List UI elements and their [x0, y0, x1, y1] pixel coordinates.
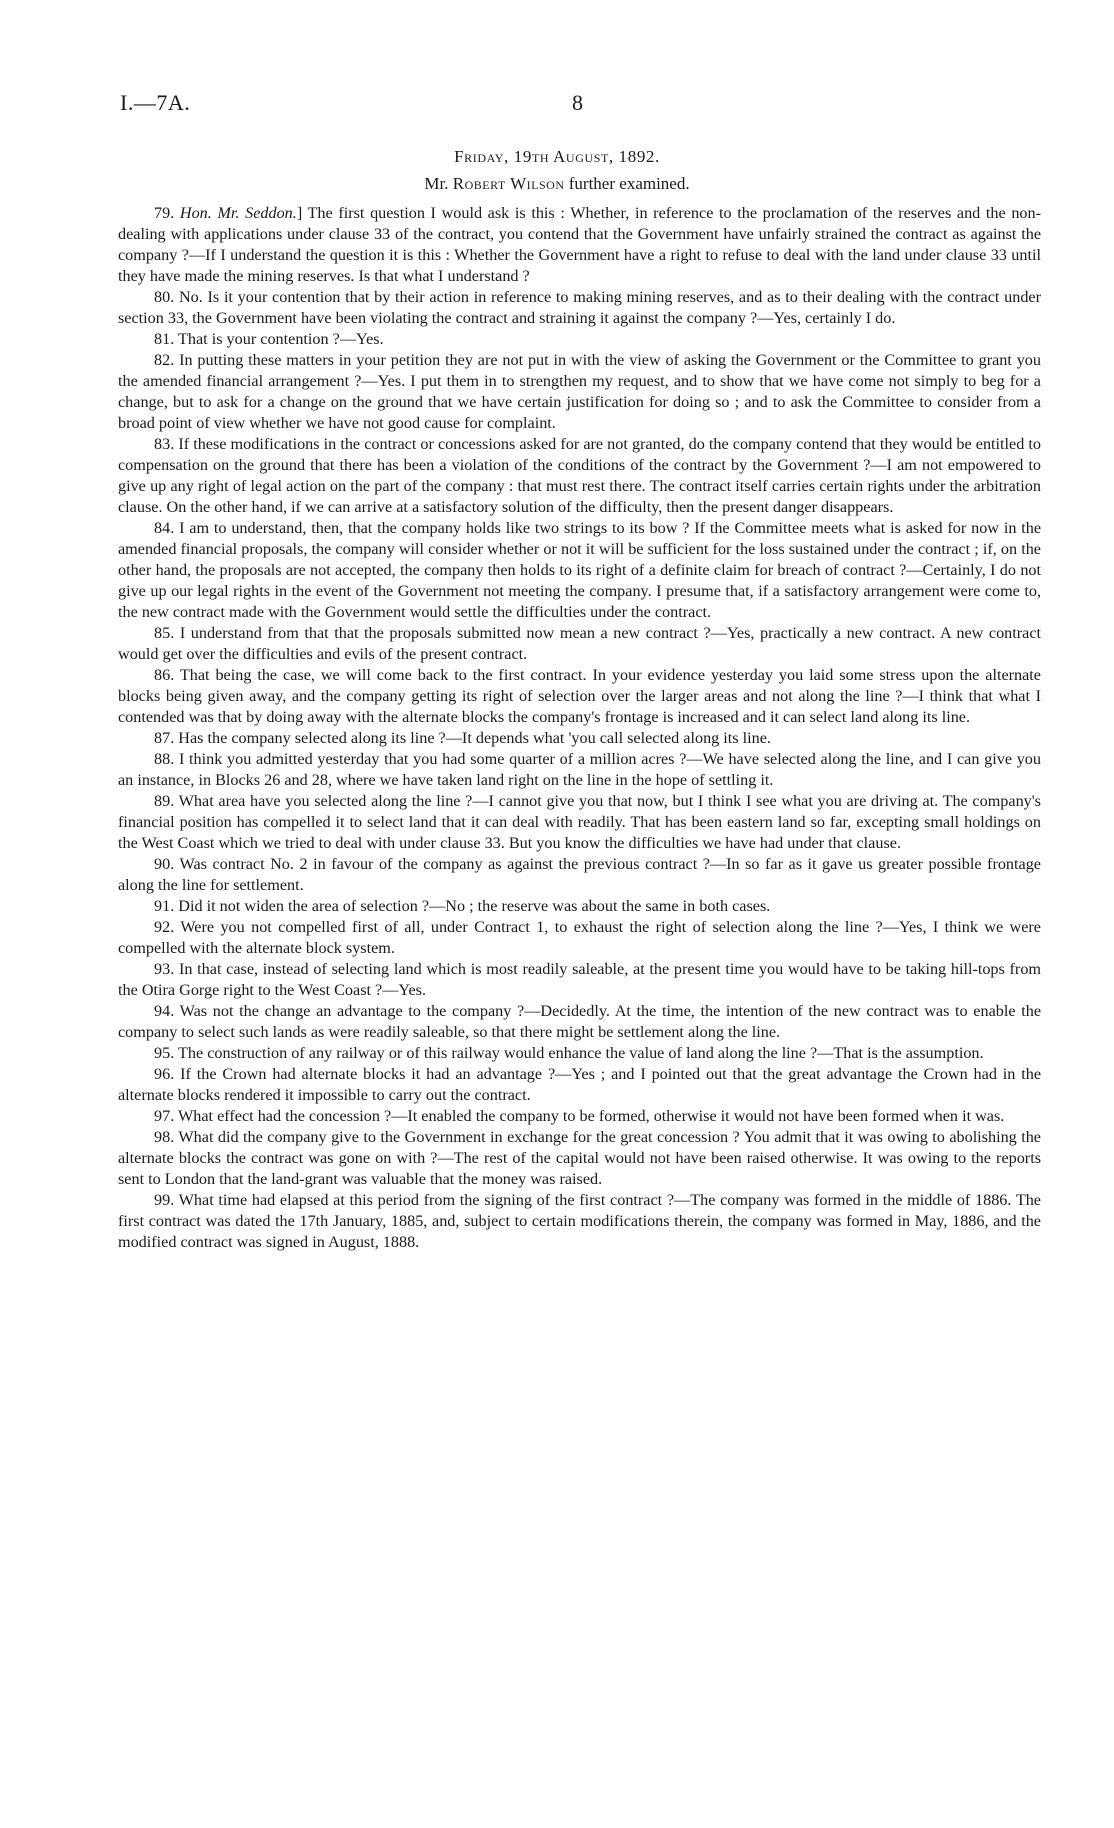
question-text: If these modifications in the contract or concessions asked for are not granted, do the company contend that they would be entitled to compensation on the ground that there has been a violation of the conditions of the contract by the Government ?—I am not empowered to give up any right of legal action on the part of the company : that must rest there. The contract itself carries certain rights under the arbitration clause. On the other hand, if we can arrive at a satisfactory solution of the difficulty, then the present danger disappears. — [118, 435, 1041, 516]
question-text: Has the company selected along its line ?—It depends what 'you call selected along its line. — [178, 729, 771, 747]
question-number: 98. — [154, 1128, 175, 1146]
question-number: 95. — [154, 1044, 175, 1062]
witness-prefix: Mr. — [424, 174, 453, 193]
witness-name: Robert Wilson — [452, 174, 565, 193]
question-text: In that case, instead of selecting land which is most readily saleable, at the present time you would have to be taking hill-tops from the Otira Gorge right to the West Coast ?—Yes. — [118, 960, 1042, 999]
question-number: 80. — [154, 288, 175, 306]
question-79 — [118, 203, 1041, 287]
question-text: What time had elapsed at this period from the signing of the first contract ?—The company was formed in the middle of 1886. The first contract was dated the 17th January, 1885, and, subject to certain modifications therein, the company was formed in May, 1886, and the modified contract was signed in August, 1888. — [118, 1191, 1041, 1251]
question-93 — [118, 959, 1041, 1001]
question-number: 83. — [154, 435, 175, 453]
question-text: Were you not compelled first of all, under Contract 1, to exhaust the right of selection along the line ?—Yes, I think we were compelled with the alternate block system. — [118, 918, 1041, 957]
question-text: That is your contention ?—Yes. — [178, 330, 384, 348]
question-81 — [118, 329, 1041, 350]
witness-suffix: further examined. — [564, 174, 690, 193]
page-header — [120, 90, 1040, 124]
question-number: 86. — [154, 666, 175, 684]
question-text: No. Is it your contention that by their action in reference to making mining reserves, and as to their dealing with the contract under section 33, the Government have been violating the contract and straining it against the company ?—Yes, certainly I do. — [118, 288, 1042, 327]
question-87 — [118, 728, 1041, 749]
question-number: 88. — [154, 750, 175, 768]
question-number: 91. — [154, 897, 175, 915]
question-92 — [118, 917, 1041, 959]
paper-reference: I.—7A. — [120, 90, 191, 115]
question-number: 92. — [154, 918, 175, 936]
question-86 — [118, 665, 1041, 728]
question-number: 96. — [154, 1065, 175, 1083]
question-98 — [118, 1127, 1041, 1190]
question-94 — [118, 1001, 1041, 1043]
question-82 — [118, 350, 1041, 434]
question-99 — [118, 1190, 1041, 1253]
question-text: I understand from that that the proposals submitted now mean a new contract ?—Yes, practically a new contract. A new contract would get over the difficulties and evils of the present contract. — [118, 624, 1042, 663]
examiner-name: Hon. Mr. Seddon. — [179, 204, 297, 222]
question-number: 81. — [154, 330, 175, 348]
date-heading: Friday, 19th August, 1892. — [454, 147, 660, 166]
witness-heading — [0, 174, 1114, 194]
question-text: I think you admitted yesterday that you had some quarter of a million acres ?—We have selected along the line, and I can give you an instance, in Blocks 26 and 28, where we have taken land right on the line in the hope of settling it. — [118, 750, 1041, 789]
question-text: What area have you selected along the line ?—I cannot give you that now, but I think I see what you are driving at. The company's financial position has compelled it to select land that it can deal with readily. That has been eastern land so far, excepting small holdings on the West Coast which we tried to deal with under clause 33. But you know the difficulties we have had under that clause. — [118, 792, 1041, 852]
question-number: 82. — [154, 351, 175, 369]
question-text: I am to understand, then, that the company holds like two strings to its bow ? If the Committee meets what is asked for now in the amended financial proposals, the company will consider whether or not it will be sufficient for the loss sustained under the contract ; if, on the other hand, the proposals are not accepted, the company then holds to its right of a definite claim for breach of contract ?—Certainly, I do not give up our legal rights in the event of the Government not meeting the company. I presume that, if a satisfactory arrangement were come to, the new contract made with the Government would settle the difficulties under the contract. — [118, 519, 1042, 621]
question-90 — [118, 854, 1041, 896]
question-number: 79. — [154, 204, 175, 222]
question-96 — [118, 1064, 1041, 1106]
question-88 — [118, 749, 1041, 791]
question-84 — [118, 518, 1041, 623]
question-97 — [118, 1106, 1041, 1127]
question-number: 90. — [154, 855, 175, 873]
question-text: If the Crown had alternate blocks it had an advantage ?—Yes ; and I pointed out that the great advantage the Crown had in the alternate blocks rendered it impossible to carry out the contract. — [118, 1065, 1042, 1104]
question-text: Did it not widen the area of selection ?—No ; the reserve was about the same in both cases. — [178, 897, 771, 915]
question-number: 85. — [154, 624, 175, 642]
evidence-body — [118, 203, 1041, 1253]
question-89 — [118, 791, 1041, 854]
question-number: 89. — [154, 792, 175, 810]
question-text: Was contract No. 2 in favour of the company as against the previous contract ?—In so far as it gave us greater possible frontage along the line for settlement. — [118, 855, 1041, 894]
question-80 — [118, 287, 1041, 329]
question-91 — [118, 896, 1041, 917]
question-95 — [118, 1043, 1041, 1064]
question-number: 97. — [154, 1107, 175, 1125]
question-number: 87. — [154, 729, 175, 747]
question-text: The construction of any railway or of this railway would enhance the value of land along the line ?—That is the assumption. — [178, 1044, 984, 1062]
question-85 — [118, 623, 1041, 665]
question-text: ] The first question I would ask is this : Whether, in reference to the proclamation of the reserves and the non-dealing with applications under clause 33 of the contract, you contend that the Government have unfairly strained the contract as against the company ?—If I understand the question it is this : Whether the Government have a right to refuse to deal with the land under clause 33 until they have made the mining reserves. Is that what I understand ? — [118, 204, 1041, 285]
question-text: In putting these matters in your petition they are not put in with the view of asking the Government or the Committee to grant you the amended financial arrangement ?—Yes. I put them in to strengthen my request, and to show that we have come not simply to beg for a change, but to ask for a change on the ground that we have certain justification for doing so ; and to ask the Committee to consider from a broad point of view whether we have not good cause for complaint. — [118, 351, 1041, 432]
question-text: What effect had the concession ?—It enabled the company to be formed, otherwise it would not have been formed when it was. — [178, 1107, 1005, 1125]
question-text: Was not the change an advantage to the company ?—Decidedly. At the time, the intention of the new contract was to enable the company to select such lands as were readily saleable, so that there might be settlement along the line. — [118, 1002, 1041, 1041]
page-number: 8 — [572, 90, 583, 115]
question-number: 99. — [154, 1191, 175, 1209]
question-83 — [118, 434, 1041, 518]
question-text: That being the case, we will come back to the first contract. In your evidence yesterday you laid some stress upon the alternate blocks being given away, and the company getting its right of selection over the larger areas and not along the line ?—I think that what I contended was that by doing away with the alternate blocks the company's frontage is increased and it can select land along its line. — [118, 666, 1041, 726]
question-number: 94. — [154, 1002, 175, 1020]
question-number: 84. — [154, 519, 175, 537]
question-number: 93. — [154, 960, 175, 978]
question-text: What did the company give to the Government in exchange for the great concession ? You admit that it was owing to abolishing the alternate blocks the contract was gone on with ?—The rest of the capital would not have been raised otherwise. It was owing to the reports sent to London that the land-grant was valuable that the money was raised. — [118, 1128, 1041, 1188]
